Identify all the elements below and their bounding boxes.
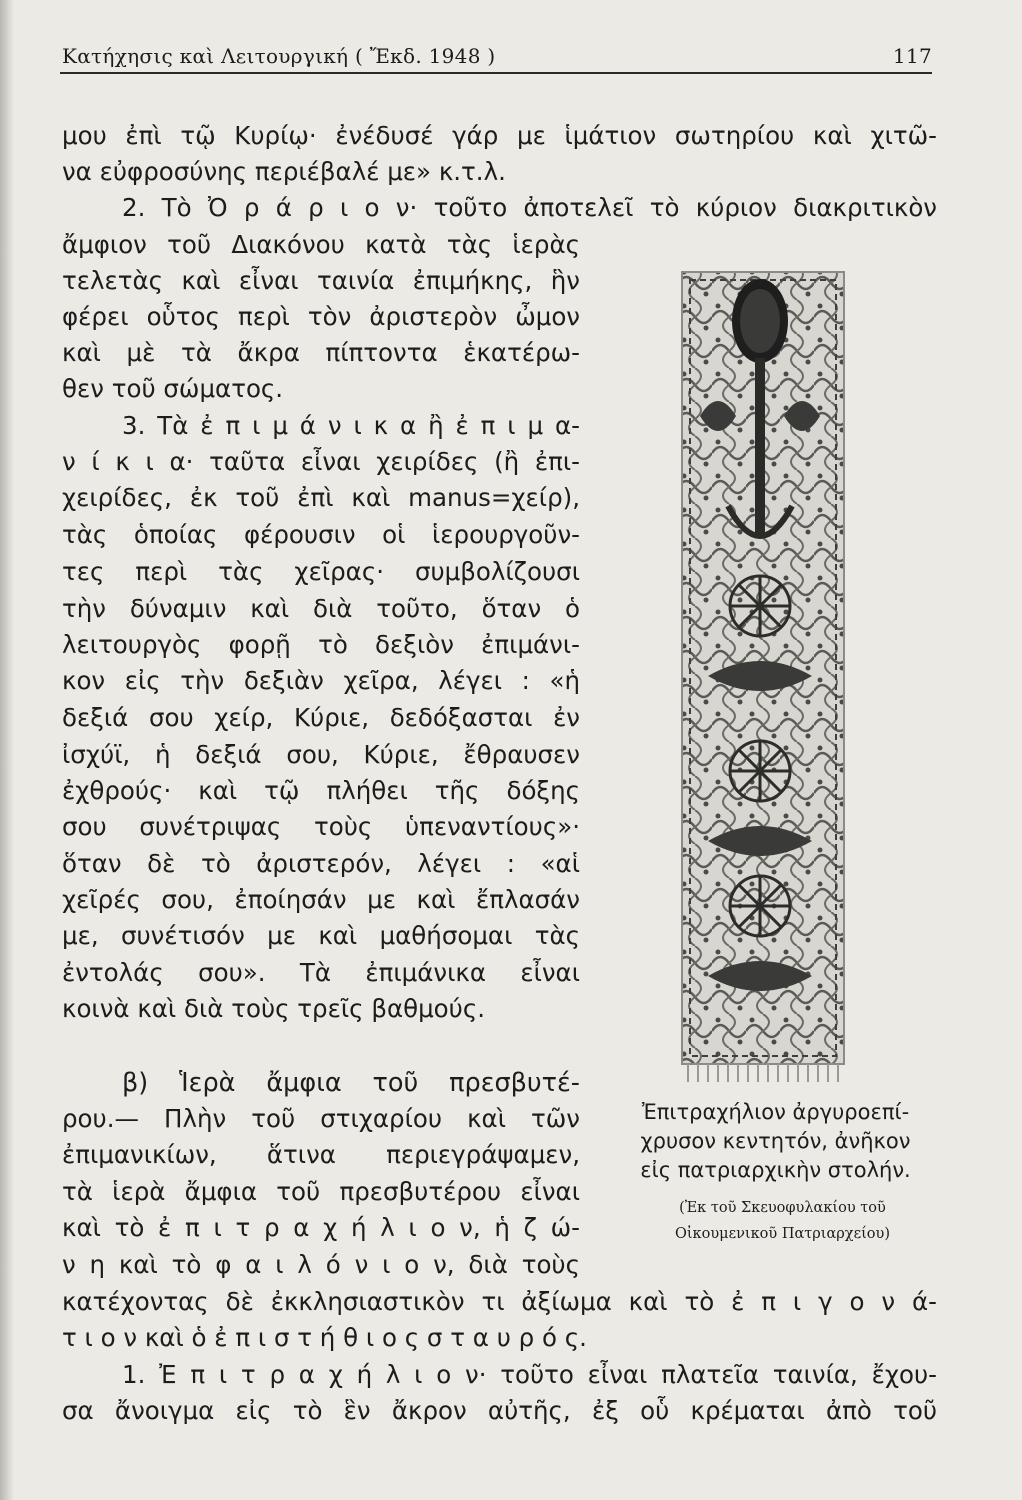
body-line: καὶ τὸ ἐ π ι τ ρ α χ ή λ ι ο ν, ἡ ζ ώ- [62,1213,580,1242]
body-line: ἐντολάς σου». Τὰ ἐπιμάνικα εἶναι [62,958,580,987]
body-line: ἐχθρούς· καὶ τῷ πλήθει τῆς δόξης [62,776,580,805]
body-line: θεν τοῦ σώματος. [62,374,284,403]
header-rule [60,72,932,74]
body-line: ἄμφιον τοῦ Διακόνου κατὰ τὰς ἱερὰς [62,230,580,259]
body-line: ν ί κ ι α· ταῦτα εἶναι χειρίδες (ἢ ἐπι- [62,447,580,476]
figure-caption-line: χρυσον κεντητόν, ἀνῆκον [640,1129,911,1153]
body-line: 3. Τὰ ἐ π ι μ ά ν ι κ α ἢ ἐ π ι μ α- [122,411,580,440]
running-header [62,44,932,68]
body-line: με, συνέτισόν με καὶ μαθήσομαι τὰς [62,921,580,950]
body-line: ν η καὶ τὸ φ α ι λ ό ν ι ο ν, διὰ τοὺς [62,1250,580,1279]
page-edge-shadow [0,0,14,1500]
body-line: χειρίδες, ἐκ τοῦ ἐπὶ καὶ manus=χείρ), [62,483,580,512]
body-line: ἰσχύϊ, ἡ δεξιά σου, Κύριε, ἔθραυσεν [62,740,580,769]
body-line: σα ἄνοιγμα εἰς τὸ ἓν ἄκρον αὐτῆς, ἐξ οὗ κρέμαται ἀπὸ τοῦ [62,1396,937,1425]
section-heading: β) Ἱερὰ ἄμφια τοῦ πρεσβυτέ- [122,1068,580,1098]
page-number: 117 [892,44,932,68]
figure-caption-line: Ἐπιτραχήλιον ἀργυροεπί- [641,1100,910,1124]
figure-caption-line: εἰς πατριαρχικὴν στολήν. [640,1158,911,1182]
figure-source-line: (Ἐκ τοῦ Σκευοφυλακίου τοῦ [679,1200,886,1216]
body-line: δεξιά σου χείρ, Κύριε, δεδόξασται ἐν [62,703,580,732]
body-line: 2. Τὸ Ὀ ρ ά ρ ι ο ν· τοῦτο ἀποτελεῖ τὸ κύριον διακριτικὸν [122,193,937,222]
body-line: τὴν δύναμιν καὶ διὰ τοῦτο, ὅταν ὁ [62,594,580,623]
body-line: κοινὰ καὶ διὰ τοὺς τρεῖς βαθμούς. [62,994,486,1023]
running-title: Κατήχησις καὶ Λειτουργική ( Ἔκδ. 1948 ) [62,44,496,68]
epitrachelion-illustration [678,266,848,1086]
body-line: καὶ μὲ τὰ ἄκρα πίπτοντα ἑκατέρω- [62,338,580,367]
body-line: σου συνέτριψας τοὺς ὑπεναντίους»· [62,812,580,841]
body-line: τὰς ὁποίας φέρουσιν οἱ ἱερουργοῦν- [62,520,580,549]
figure-source-line: Οἰκουμενικοῦ Πατριαρχείου) [674,1226,890,1242]
body-line: τελετὰς καὶ εἶναι ταινία ἐπιμήκης, ἣν [62,266,580,295]
body-line: κατέχοντας δὲ ἐκκλησιαστικὸν τι ἀξίωμα καὶ τὸ ἐ π ι γ ο ν ά- [62,1287,937,1316]
body-line: χεῖρές σου, ἐποίησάν με καὶ ἔπλασάν [62,885,580,914]
body-line: φέρει οὗτος περὶ τὸν ἀριστερὸν ὦμον [62,302,580,331]
body-line: τ ι ο ν καὶ ὁ ἐ π ι σ τ ή θ ι ο ς σ τ α υ ρ ό ς. [62,1323,587,1352]
body-line: τὰ ἱερὰ ἄμφια τοῦ πρεσβυτέρου εἶναι [62,1177,580,1206]
body-line: λειτουργὸς φορῇ τὸ δεξιὸν ἐπιμάνι- [62,630,580,659]
body-line: ὅταν δὲ τὸ ἀριστερόν, λέγει : «αἱ [62,849,580,878]
body-line: τες περὶ τὰς χεῖρας· συμβολίζουσι [62,557,580,586]
body-line: να εὐφροσύνης περιέβαλέ με» κ.τ.λ. [62,157,506,186]
body-line: ρου.— Πλὴν τοῦ στιχαρίου καὶ τῶν [62,1104,580,1133]
body-line: ἐπιμανικίων, ἅτινα περιεγράψαμεν, [62,1140,580,1169]
body-line: κον εἰς τὴν δεξιὰν χεῖρα, λέγει : «ἡ [62,666,580,695]
body-line: μου ἐπὶ τῷ Κυρίῳ· ἐνέδυσέ γάρ με ἱμάτιον σωτηρίου καὶ χιτῶ- [62,121,937,150]
body-line: 1. Ἐ π ι τ ρ α χ ή λ ι ο ν· τοῦτο εἶναι πλατεῖα ταινία, ἔχου- [122,1360,937,1389]
